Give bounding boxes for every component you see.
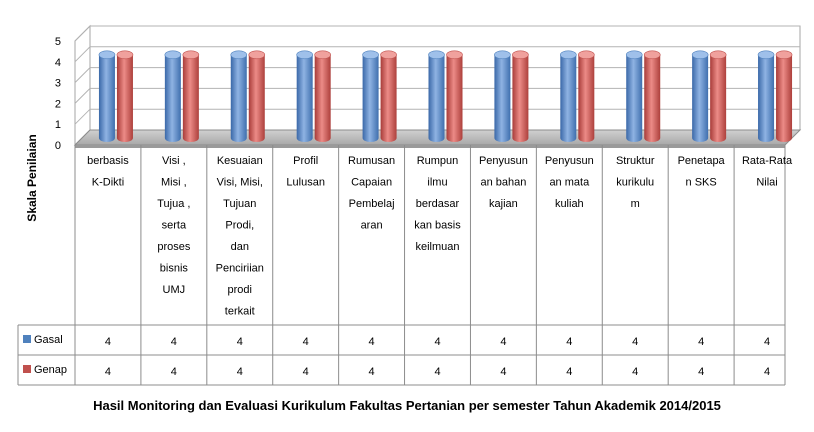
bar-top <box>692 51 708 59</box>
bar-top <box>297 51 313 59</box>
bar-body <box>560 55 576 142</box>
category-label: Rata-Rata Nilai <box>741 155 793 189</box>
bar-top <box>560 51 576 59</box>
table-value-cell: 4 <box>500 336 507 348</box>
bar-gasal-2 <box>165 51 181 142</box>
bar-body <box>578 55 594 142</box>
bar-body <box>381 55 397 142</box>
table-value-cell: 4 <box>632 366 639 378</box>
table-value-cell: 4 <box>170 366 177 378</box>
bar-top <box>429 51 445 59</box>
bar-top <box>381 51 397 59</box>
chart-caption: Hasil Monitoring dan Evaluasi Kurikulum Fakultas Pertanian per semester Tahun Akademik 2014/2015 <box>93 398 721 413</box>
table-value-cell: 4 <box>368 366 375 378</box>
bar-gasal-8 <box>560 51 576 142</box>
table-value-cell: 4 <box>302 366 309 378</box>
bar-body <box>710 55 726 142</box>
category-label: Profil Lulusan <box>286 155 325 189</box>
bar-body <box>249 55 265 142</box>
legend-label-gasal: Gasal <box>34 334 63 346</box>
bar-body <box>512 55 528 142</box>
bar-gasal-1 <box>99 51 115 142</box>
category-label: Struktur kurikulu m <box>615 155 655 210</box>
side-wall <box>75 26 90 145</box>
category-label: Penyusun an mata kuliah <box>544 155 594 210</box>
data-table <box>18 145 793 385</box>
bar-body <box>692 55 708 142</box>
bar-gasal-5 <box>363 51 379 142</box>
bar-body <box>776 55 792 142</box>
bar-body <box>447 55 463 142</box>
bar-top <box>165 51 181 59</box>
category-label: Rumusan Capaian Pembelaj aran <box>348 155 396 232</box>
bar-body <box>644 55 660 142</box>
bar-genap-7 <box>512 51 528 142</box>
y-axis-label: Skala Penilaian <box>25 134 39 222</box>
table-value-cell: 4 <box>236 366 243 378</box>
y-tick-label: 0 <box>54 140 61 152</box>
bar-body <box>429 55 445 142</box>
bar-top <box>117 51 133 59</box>
bar-genap-9 <box>644 51 660 142</box>
bar-top <box>447 51 463 59</box>
floor-edge <box>75 145 785 148</box>
category-label: berbasis K-Dikti <box>87 155 129 189</box>
bar-body <box>315 55 331 142</box>
bar-genap-6 <box>447 51 463 142</box>
bar-body <box>758 55 774 142</box>
bar-genap-1 <box>117 51 133 142</box>
table-value-cell: 4 <box>566 366 573 378</box>
bar-gasal-4 <box>297 51 313 142</box>
bar-top <box>183 51 199 59</box>
bar-top <box>758 51 774 59</box>
bar-top <box>231 51 247 59</box>
bar-top <box>776 51 792 59</box>
bar-body <box>626 55 642 142</box>
bar-gasal-10 <box>692 51 708 142</box>
bar-top <box>363 51 379 59</box>
table-value-cell: 4 <box>763 336 771 348</box>
bar-genap-8 <box>578 51 594 142</box>
table-value-cell: 4 <box>434 366 441 378</box>
bar-genap-5 <box>381 51 397 142</box>
table-value-cell: 4 <box>566 336 573 348</box>
bar-body <box>117 55 133 142</box>
legend-label-genap: Genap <box>34 364 68 376</box>
bar-top <box>710 51 726 59</box>
bar-top <box>494 51 510 59</box>
y-tick-label: 1 <box>54 119 61 132</box>
bar-body <box>363 55 379 142</box>
y-axis <box>55 36 61 152</box>
bar-top <box>644 51 660 59</box>
bar-top <box>249 51 265 59</box>
bar-gasal-7 <box>494 51 510 142</box>
bar-genap-10 <box>710 51 726 142</box>
bar-top <box>99 51 115 59</box>
table-value-cell: 4 <box>170 336 177 348</box>
category-label: Rumpun ilmu berdasar kan basis keilmuan <box>414 155 461 253</box>
category-label: Penetapa n SKS <box>677 155 725 189</box>
table-value-cell: 4 <box>698 336 705 348</box>
bar-top <box>578 51 594 59</box>
bar-gasal-9 <box>626 51 642 142</box>
table-value-cell: 4 <box>698 366 705 378</box>
table-value-cell: 4 <box>104 336 112 348</box>
y-tick-label: 3 <box>54 77 61 90</box>
category-label: Penyusun an bahan kajian <box>478 155 528 210</box>
table-value-cell: 4 <box>236 336 243 348</box>
bar-body <box>99 55 115 142</box>
bar-genap-2 <box>183 51 199 142</box>
bar-genap-4 <box>315 51 331 142</box>
category-label: Kesuaian Visi, Misi, Tujuan Prodi, dan Penciriian prodi terkait <box>215 155 264 318</box>
bar-genap-3 <box>249 51 265 142</box>
bar-body <box>494 55 510 142</box>
bar-gasal-11 <box>758 51 774 142</box>
bar-top <box>626 51 642 59</box>
bar-gasal-6 <box>429 51 445 142</box>
y-tick-label: 4 <box>54 56 61 69</box>
legend-key-genap <box>23 365 31 373</box>
table-value-cell: 4 <box>104 366 112 378</box>
table-value-cell: 4 <box>500 366 507 378</box>
table-value-cell: 4 <box>368 336 375 348</box>
legend-key-gasal <box>23 335 31 343</box>
y-tick-label: 5 <box>54 36 61 48</box>
bar-body <box>231 55 247 142</box>
bar-top <box>315 51 331 59</box>
bar-body <box>297 55 313 142</box>
y-tick-label: 2 <box>54 98 61 111</box>
table-value-cell: 4 <box>302 336 309 348</box>
bar-genap-11 <box>776 51 792 142</box>
bar-body <box>183 55 199 142</box>
category-label: Visi , Misi , Tujua , serta proses bisnis UMJ <box>157 155 191 296</box>
bar-top <box>512 51 528 59</box>
table-value-cell: 4 <box>763 366 771 378</box>
bar-gasal-3 <box>231 51 247 142</box>
bar-body <box>165 55 181 142</box>
table-value-cell: 4 <box>434 336 441 348</box>
table-value-cell: 4 <box>632 336 639 348</box>
